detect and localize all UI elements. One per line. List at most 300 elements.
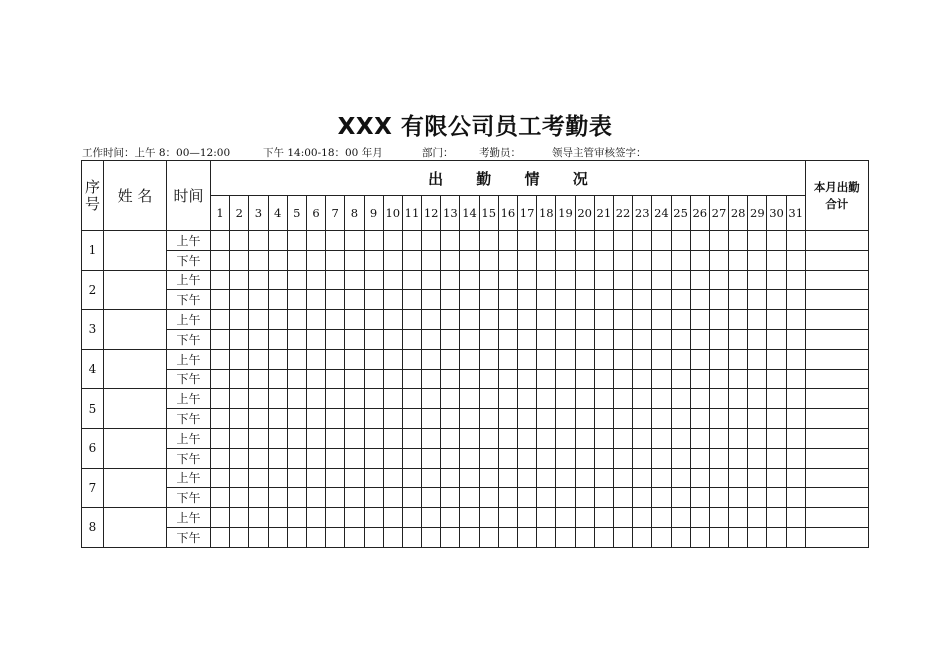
attendance-cell[interactable] (498, 250, 517, 270)
attendance-cell[interactable] (345, 448, 364, 468)
attendance-cell[interactable] (383, 448, 402, 468)
attendance-cell[interactable] (652, 329, 671, 349)
attendance-cell[interactable] (671, 290, 690, 310)
attendance-cell[interactable] (767, 369, 786, 389)
attendance-cell[interactable] (211, 409, 230, 429)
attendance-cell[interactable] (211, 290, 230, 310)
attendance-cell[interactable] (671, 409, 690, 429)
attendance-cell[interactable] (690, 369, 709, 389)
attendance-cell[interactable] (652, 468, 671, 488)
attendance-cell[interactable] (498, 409, 517, 429)
attendance-cell[interactable] (249, 349, 268, 369)
attendance-cell[interactable] (671, 448, 690, 468)
attendance-cell[interactable] (767, 409, 786, 429)
row-name-cell[interactable] (104, 231, 167, 271)
attendance-cell[interactable] (652, 527, 671, 547)
attendance-cell[interactable] (709, 250, 728, 270)
attendance-cell[interactable] (652, 389, 671, 409)
attendance-cell[interactable] (268, 231, 287, 251)
attendance-cell[interactable] (498, 468, 517, 488)
attendance-cell[interactable] (709, 329, 728, 349)
attendance-cell[interactable] (230, 428, 249, 448)
attendance-cell[interactable] (402, 270, 421, 290)
attendance-cell[interactable] (249, 369, 268, 389)
attendance-cell[interactable] (748, 231, 767, 251)
attendance-cell[interactable] (230, 389, 249, 409)
attendance-cell[interactable] (671, 527, 690, 547)
monthly-total-cell[interactable] (805, 310, 868, 330)
attendance-cell[interactable] (556, 270, 575, 290)
attendance-cell[interactable] (268, 448, 287, 468)
attendance-cell[interactable] (479, 409, 498, 429)
attendance-cell[interactable] (556, 527, 575, 547)
attendance-cell[interactable] (422, 428, 441, 448)
attendance-cell[interactable] (268, 310, 287, 330)
attendance-cell[interactable] (268, 250, 287, 270)
attendance-cell[interactable] (345, 428, 364, 448)
attendance-cell[interactable] (767, 448, 786, 468)
attendance-cell[interactable] (441, 231, 460, 251)
attendance-cell[interactable] (441, 250, 460, 270)
attendance-cell[interactable] (364, 270, 383, 290)
attendance-cell[interactable] (709, 488, 728, 508)
attendance-cell[interactable] (613, 468, 632, 488)
attendance-cell[interactable] (306, 349, 325, 369)
attendance-cell[interactable] (633, 349, 652, 369)
attendance-cell[interactable] (287, 270, 306, 290)
attendance-cell[interactable] (326, 310, 345, 330)
attendance-cell[interactable] (594, 369, 613, 389)
attendance-cell[interactable] (613, 231, 632, 251)
attendance-cell[interactable] (460, 428, 479, 448)
attendance-cell[interactable] (422, 488, 441, 508)
attendance-cell[interactable] (613, 310, 632, 330)
attendance-cell[interactable] (249, 428, 268, 448)
attendance-cell[interactable] (364, 369, 383, 389)
attendance-cell[interactable] (498, 290, 517, 310)
attendance-cell[interactable] (287, 290, 306, 310)
attendance-cell[interactable] (230, 527, 249, 547)
attendance-cell[interactable] (249, 250, 268, 270)
attendance-cell[interactable] (518, 389, 537, 409)
attendance-cell[interactable] (709, 409, 728, 429)
attendance-cell[interactable] (633, 389, 652, 409)
attendance-cell[interactable] (326, 389, 345, 409)
monthly-total-cell[interactable] (805, 250, 868, 270)
attendance-cell[interactable] (364, 389, 383, 409)
attendance-cell[interactable] (767, 270, 786, 290)
attendance-cell[interactable] (652, 508, 671, 528)
attendance-cell[interactable] (671, 488, 690, 508)
attendance-cell[interactable] (690, 231, 709, 251)
attendance-cell[interactable] (729, 468, 748, 488)
attendance-cell[interactable] (594, 428, 613, 448)
attendance-cell[interactable] (613, 389, 632, 409)
attendance-cell[interactable] (422, 508, 441, 528)
attendance-cell[interactable] (575, 270, 594, 290)
monthly-total-cell[interactable] (805, 527, 868, 547)
attendance-cell[interactable] (345, 508, 364, 528)
attendance-cell[interactable] (748, 270, 767, 290)
attendance-cell[interactable] (306, 448, 325, 468)
attendance-cell[interactable] (709, 389, 728, 409)
attendance-cell[interactable] (402, 527, 421, 547)
attendance-cell[interactable] (364, 448, 383, 468)
attendance-cell[interactable] (402, 428, 421, 448)
attendance-cell[interactable] (633, 428, 652, 448)
attendance-cell[interactable] (518, 369, 537, 389)
attendance-cell[interactable] (633, 270, 652, 290)
attendance-cell[interactable] (345, 290, 364, 310)
attendance-cell[interactable] (498, 329, 517, 349)
attendance-cell[interactable] (383, 488, 402, 508)
attendance-cell[interactable] (364, 329, 383, 349)
attendance-cell[interactable] (230, 448, 249, 468)
attendance-cell[interactable] (537, 250, 556, 270)
attendance-cell[interactable] (402, 508, 421, 528)
attendance-cell[interactable] (326, 468, 345, 488)
attendance-cell[interactable] (729, 231, 748, 251)
attendance-cell[interactable] (498, 428, 517, 448)
row-name-cell[interactable] (104, 310, 167, 350)
attendance-cell[interactable] (230, 290, 249, 310)
monthly-total-cell[interactable] (805, 349, 868, 369)
monthly-total-cell[interactable] (805, 488, 868, 508)
attendance-cell[interactable] (402, 448, 421, 468)
attendance-cell[interactable] (268, 488, 287, 508)
attendance-cell[interactable] (479, 329, 498, 349)
attendance-cell[interactable] (249, 488, 268, 508)
attendance-cell[interactable] (729, 270, 748, 290)
attendance-cell[interactable] (479, 250, 498, 270)
attendance-cell[interactable] (479, 448, 498, 468)
attendance-cell[interactable] (671, 250, 690, 270)
attendance-cell[interactable] (671, 369, 690, 389)
attendance-cell[interactable] (230, 250, 249, 270)
attendance-cell[interactable] (287, 468, 306, 488)
attendance-cell[interactable] (441, 508, 460, 528)
attendance-cell[interactable] (633, 409, 652, 429)
attendance-cell[interactable] (422, 468, 441, 488)
attendance-cell[interactable] (383, 250, 402, 270)
attendance-cell[interactable] (211, 448, 230, 468)
attendance-cell[interactable] (306, 270, 325, 290)
row-name-cell[interactable] (104, 349, 167, 389)
row-name-cell[interactable] (104, 428, 167, 468)
attendance-cell[interactable] (326, 349, 345, 369)
attendance-cell[interactable] (268, 329, 287, 349)
attendance-cell[interactable] (767, 508, 786, 528)
attendance-cell[interactable] (652, 310, 671, 330)
attendance-cell[interactable] (537, 488, 556, 508)
monthly-total-cell[interactable] (805, 428, 868, 448)
attendance-cell[interactable] (575, 428, 594, 448)
attendance-cell[interactable] (249, 290, 268, 310)
attendance-cell[interactable] (633, 231, 652, 251)
attendance-cell[interactable] (460, 349, 479, 369)
attendance-cell[interactable] (613, 527, 632, 547)
attendance-cell[interactable] (518, 329, 537, 349)
attendance-cell[interactable] (249, 527, 268, 547)
attendance-cell[interactable] (345, 488, 364, 508)
attendance-cell[interactable] (479, 428, 498, 448)
attendance-cell[interactable] (748, 508, 767, 528)
attendance-cell[interactable] (249, 409, 268, 429)
attendance-cell[interactable] (518, 250, 537, 270)
attendance-cell[interactable] (786, 527, 805, 547)
attendance-cell[interactable] (230, 508, 249, 528)
attendance-cell[interactable] (613, 508, 632, 528)
attendance-cell[interactable] (268, 389, 287, 409)
monthly-total-cell[interactable] (805, 448, 868, 468)
attendance-cell[interactable] (786, 349, 805, 369)
row-name-cell[interactable] (104, 508, 167, 548)
attendance-cell[interactable] (306, 329, 325, 349)
attendance-cell[interactable] (786, 488, 805, 508)
attendance-cell[interactable] (575, 409, 594, 429)
attendance-cell[interactable] (383, 270, 402, 290)
attendance-cell[interactable] (613, 290, 632, 310)
attendance-cell[interactable] (287, 369, 306, 389)
attendance-cell[interactable] (422, 389, 441, 409)
attendance-cell[interactable] (364, 428, 383, 448)
attendance-cell[interactable] (537, 448, 556, 468)
attendance-cell[interactable] (383, 409, 402, 429)
monthly-total-cell[interactable] (805, 270, 868, 290)
attendance-cell[interactable] (767, 389, 786, 409)
attendance-cell[interactable] (767, 349, 786, 369)
attendance-cell[interactable] (748, 527, 767, 547)
attendance-cell[interactable] (460, 310, 479, 330)
attendance-cell[interactable] (709, 428, 728, 448)
attendance-cell[interactable] (441, 527, 460, 547)
attendance-cell[interactable] (594, 250, 613, 270)
attendance-cell[interactable] (690, 290, 709, 310)
attendance-cell[interactable] (518, 428, 537, 448)
attendance-cell[interactable] (556, 369, 575, 389)
attendance-cell[interactable] (441, 409, 460, 429)
attendance-cell[interactable] (748, 448, 767, 468)
attendance-cell[interactable] (326, 527, 345, 547)
attendance-cell[interactable] (230, 468, 249, 488)
attendance-cell[interactable] (537, 428, 556, 448)
attendance-cell[interactable] (498, 270, 517, 290)
attendance-cell[interactable] (326, 231, 345, 251)
attendance-cell[interactable] (690, 508, 709, 528)
attendance-cell[interactable] (537, 329, 556, 349)
attendance-cell[interactable] (498, 488, 517, 508)
attendance-cell[interactable] (402, 310, 421, 330)
attendance-cell[interactable] (633, 290, 652, 310)
attendance-cell[interactable] (594, 290, 613, 310)
monthly-total-cell[interactable] (805, 409, 868, 429)
attendance-cell[interactable] (518, 448, 537, 468)
attendance-cell[interactable] (326, 488, 345, 508)
attendance-cell[interactable] (767, 527, 786, 547)
attendance-cell[interactable] (729, 349, 748, 369)
attendance-cell[interactable] (652, 428, 671, 448)
attendance-cell[interactable] (383, 389, 402, 409)
attendance-cell[interactable] (537, 290, 556, 310)
attendance-cell[interactable] (729, 428, 748, 448)
attendance-cell[interactable] (786, 290, 805, 310)
attendance-cell[interactable] (537, 508, 556, 528)
attendance-cell[interactable] (748, 428, 767, 448)
attendance-cell[interactable] (498, 527, 517, 547)
attendance-cell[interactable] (249, 310, 268, 330)
attendance-cell[interactable] (767, 428, 786, 448)
attendance-cell[interactable] (211, 527, 230, 547)
attendance-cell[interactable] (786, 468, 805, 488)
attendance-cell[interactable] (230, 369, 249, 389)
attendance-cell[interactable] (268, 409, 287, 429)
attendance-cell[interactable] (249, 389, 268, 409)
attendance-cell[interactable] (671, 468, 690, 488)
attendance-cell[interactable] (306, 488, 325, 508)
attendance-cell[interactable] (268, 468, 287, 488)
attendance-cell[interactable] (671, 270, 690, 290)
attendance-cell[interactable] (345, 349, 364, 369)
attendance-cell[interactable] (652, 250, 671, 270)
attendance-cell[interactable] (383, 508, 402, 528)
attendance-cell[interactable] (652, 270, 671, 290)
attendance-cell[interactable] (498, 349, 517, 369)
attendance-cell[interactable] (383, 310, 402, 330)
attendance-cell[interactable] (441, 389, 460, 409)
attendance-cell[interactable] (326, 448, 345, 468)
attendance-cell[interactable] (671, 310, 690, 330)
attendance-cell[interactable] (249, 508, 268, 528)
attendance-cell[interactable] (383, 329, 402, 349)
attendance-cell[interactable] (613, 448, 632, 468)
attendance-cell[interactable] (211, 488, 230, 508)
attendance-cell[interactable] (518, 310, 537, 330)
attendance-cell[interactable] (556, 349, 575, 369)
attendance-cell[interactable] (575, 448, 594, 468)
attendance-cell[interactable] (748, 349, 767, 369)
attendance-cell[interactable] (287, 389, 306, 409)
attendance-cell[interactable] (786, 369, 805, 389)
attendance-cell[interactable] (709, 468, 728, 488)
attendance-cell[interactable] (345, 231, 364, 251)
attendance-cell[interactable] (690, 329, 709, 349)
attendance-cell[interactable] (518, 349, 537, 369)
attendance-cell[interactable] (748, 468, 767, 488)
attendance-cell[interactable] (594, 329, 613, 349)
attendance-cell[interactable] (287, 488, 306, 508)
attendance-cell[interactable] (671, 508, 690, 528)
attendance-cell[interactable] (729, 409, 748, 429)
attendance-cell[interactable] (537, 310, 556, 330)
attendance-cell[interactable] (575, 488, 594, 508)
attendance-cell[interactable] (498, 231, 517, 251)
attendance-cell[interactable] (652, 409, 671, 429)
attendance-cell[interactable] (767, 310, 786, 330)
attendance-cell[interactable] (479, 508, 498, 528)
attendance-cell[interactable] (537, 349, 556, 369)
attendance-cell[interactable] (402, 468, 421, 488)
attendance-cell[interactable] (364, 290, 383, 310)
attendance-cell[interactable] (537, 527, 556, 547)
attendance-cell[interactable] (460, 389, 479, 409)
attendance-cell[interactable] (326, 270, 345, 290)
attendance-cell[interactable] (786, 389, 805, 409)
attendance-cell[interactable] (748, 488, 767, 508)
attendance-cell[interactable] (709, 270, 728, 290)
attendance-cell[interactable] (786, 250, 805, 270)
attendance-cell[interactable] (460, 468, 479, 488)
attendance-cell[interactable] (326, 428, 345, 448)
attendance-cell[interactable] (633, 329, 652, 349)
attendance-cell[interactable] (249, 329, 268, 349)
attendance-cell[interactable] (364, 527, 383, 547)
attendance-cell[interactable] (652, 448, 671, 468)
attendance-cell[interactable] (402, 369, 421, 389)
attendance-cell[interactable] (211, 389, 230, 409)
row-name-cell[interactable] (104, 468, 167, 508)
attendance-cell[interactable] (575, 310, 594, 330)
attendance-cell[interactable] (594, 488, 613, 508)
attendance-cell[interactable] (556, 250, 575, 270)
monthly-total-cell[interactable] (805, 389, 868, 409)
attendance-cell[interactable] (556, 488, 575, 508)
attendance-cell[interactable] (345, 409, 364, 429)
attendance-cell[interactable] (460, 329, 479, 349)
monthly-total-cell[interactable] (805, 231, 868, 251)
attendance-cell[interactable] (422, 349, 441, 369)
attendance-cell[interactable] (748, 369, 767, 389)
attendance-cell[interactable] (786, 270, 805, 290)
monthly-total-cell[interactable] (805, 329, 868, 349)
attendance-cell[interactable] (748, 389, 767, 409)
attendance-cell[interactable] (211, 231, 230, 251)
attendance-cell[interactable] (729, 488, 748, 508)
attendance-cell[interactable] (268, 349, 287, 369)
attendance-cell[interactable] (729, 527, 748, 547)
attendance-cell[interactable] (690, 270, 709, 290)
attendance-cell[interactable] (211, 508, 230, 528)
attendance-cell[interactable] (594, 310, 613, 330)
attendance-cell[interactable] (556, 389, 575, 409)
attendance-cell[interactable] (268, 428, 287, 448)
attendance-cell[interactable] (402, 349, 421, 369)
attendance-cell[interactable] (383, 527, 402, 547)
attendance-cell[interactable] (230, 409, 249, 429)
attendance-cell[interactable] (537, 369, 556, 389)
attendance-cell[interactable] (729, 508, 748, 528)
attendance-cell[interactable] (575, 389, 594, 409)
attendance-cell[interactable] (306, 369, 325, 389)
attendance-cell[interactable] (729, 448, 748, 468)
attendance-cell[interactable] (479, 349, 498, 369)
attendance-cell[interactable] (729, 369, 748, 389)
attendance-cell[interactable] (613, 428, 632, 448)
attendance-cell[interactable] (709, 231, 728, 251)
attendance-cell[interactable] (479, 310, 498, 330)
attendance-cell[interactable] (613, 409, 632, 429)
attendance-cell[interactable] (441, 310, 460, 330)
attendance-cell[interactable] (402, 231, 421, 251)
attendance-cell[interactable] (690, 250, 709, 270)
attendance-cell[interactable] (268, 270, 287, 290)
attendance-cell[interactable] (690, 389, 709, 409)
attendance-cell[interactable] (518, 409, 537, 429)
attendance-cell[interactable] (364, 508, 383, 528)
attendance-cell[interactable] (633, 468, 652, 488)
attendance-cell[interactable] (575, 527, 594, 547)
attendance-cell[interactable] (364, 488, 383, 508)
attendance-cell[interactable] (364, 310, 383, 330)
